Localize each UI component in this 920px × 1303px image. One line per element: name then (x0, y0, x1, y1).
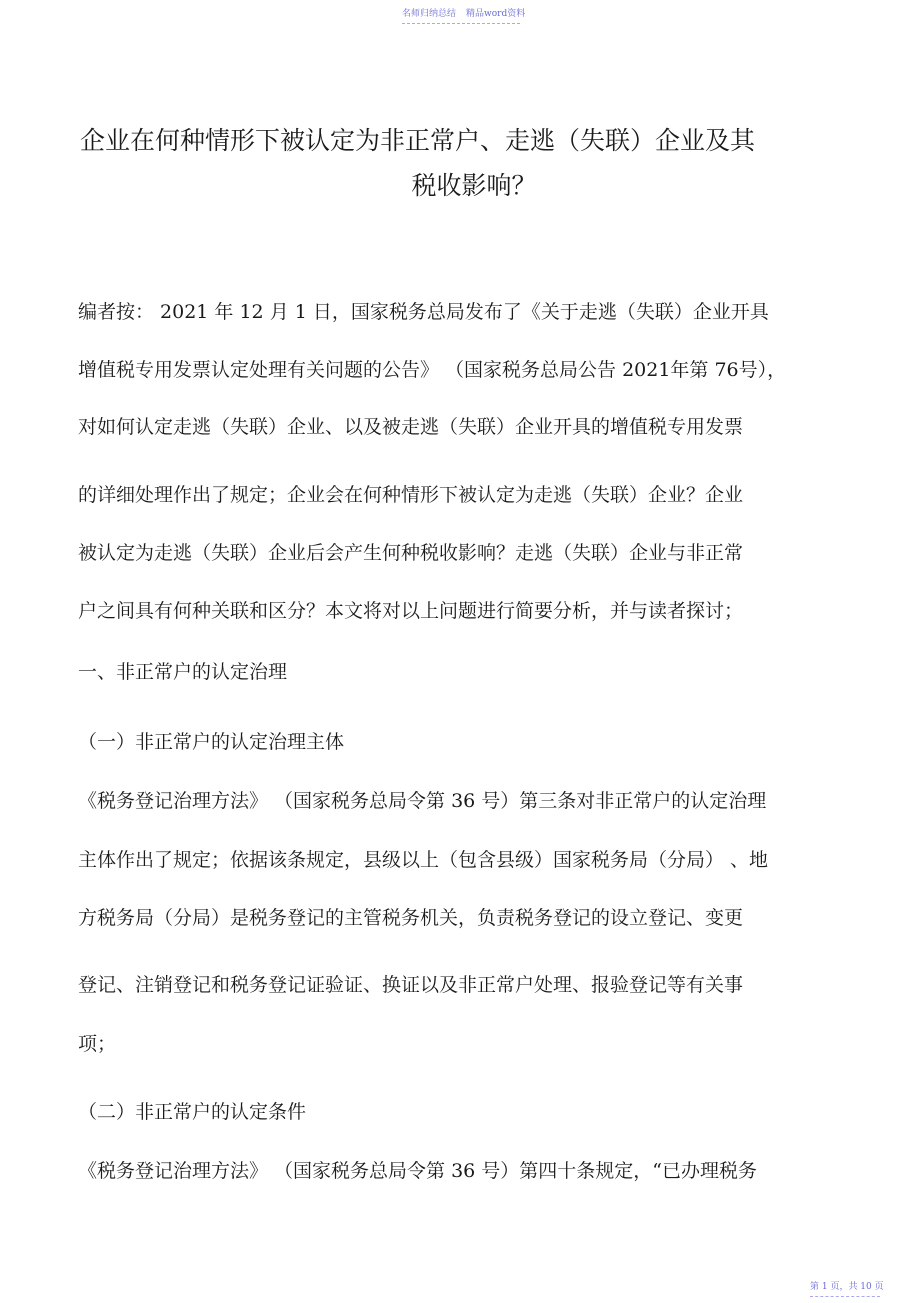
body-line: 的详细处理作出了规定；企业会在何种情形下被认定为走逃（失联）企业？企业 (78, 484, 744, 506)
page-indicator-text: 第 1 页，共 10 页 (810, 1282, 884, 1292)
body-line: 增值税专用发票认定处理有关问题的公告》 （国家税务总局公告 2021年第 76号）， (78, 359, 787, 381)
body-line: 《税务登记治理方法》 （国家税务总局令第 36 号）第三条对非正常户的认定治理 (78, 790, 767, 812)
title-line-1: 企业在何种情形下被认定为非正常户、走逃（失联）企业及其 (80, 126, 756, 155)
title-line-2: 税收影响？ (411, 171, 537, 200)
header-watermark (402, 6, 526, 24)
subsection-heading: （一）非正常户的认定治理主体 (78, 731, 345, 753)
body-line: 编者按： 2021 年 12 月 1 日，国家税务总局发布了《关于走逃（失联）企业开具 (78, 301, 769, 323)
body-line: 对如何认定走逃（失联）企业、以及被走逃（失联）企业开具的增值税专用发票 (78, 416, 744, 438)
body-line: 户之间具有何种关联和区分？本文将对以上问题进行简要分析，并与读者探讨； (78, 600, 744, 622)
header-dashed-divider (402, 23, 520, 24)
body-line: 主体作出了规定；依据该条规定，县级以上（包含县级）国家税务局（分局） 、地 (78, 849, 769, 871)
watermark-right-text: 精品word资料 (466, 9, 526, 19)
subsection-heading: （二）非正常户的认定条件 (78, 1101, 307, 1123)
body-line: 登记、注销登记和税务登记证验证、换证以及非正常户处理、报验登记等有关事 (78, 974, 744, 996)
body-line: 方税务局（分局）是税务登记的主管税务机关，负责税务登记的设立登记、变更 (78, 907, 744, 929)
body-line: 《税务登记治理方法》 （国家税务总局令第 36 号）第四十条规定，“已办理税务 (78, 1160, 758, 1182)
body-line: 项； (78, 1033, 117, 1055)
body-line: 被认定为走逃（失联）企业后会产生何种税收影响？走逃（失联）企业与非正常 (78, 542, 744, 564)
document-title (0, 118, 920, 208)
section-heading: 一、非正常户的认定治理 (78, 661, 288, 683)
footer-dashed-divider (810, 1296, 880, 1297)
page-indicator (810, 1279, 884, 1297)
watermark-left-text: 名师归纳总结 (402, 9, 457, 19)
